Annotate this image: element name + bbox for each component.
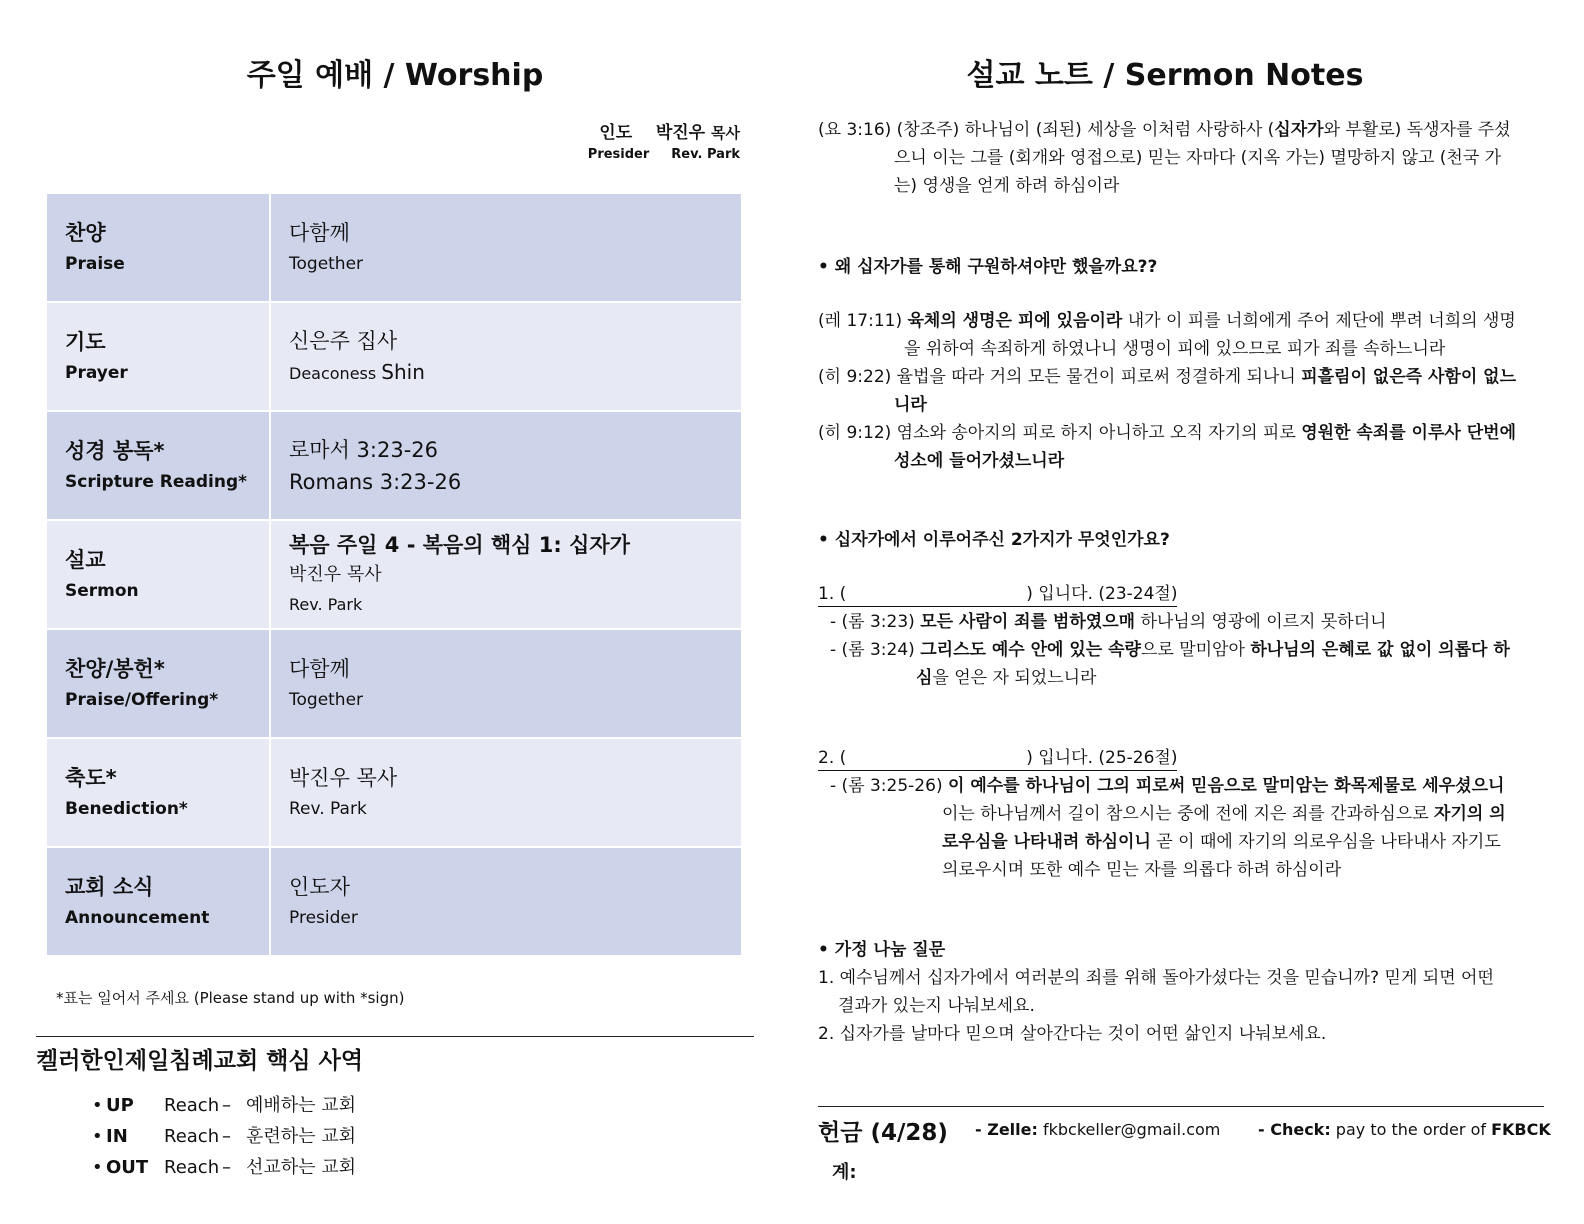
order-value bbox=[270, 302, 742, 411]
ministry-title: 켈러한인제일침례교회 핵심 사역 bbox=[36, 1048, 364, 1074]
value-line2: Together bbox=[289, 689, 364, 710]
value-line2: Romans 3:23-26 bbox=[289, 469, 462, 494]
presider-name-en: Rev. Park bbox=[671, 147, 740, 162]
question-3: • 가정 나눔 질문 bbox=[818, 940, 946, 960]
text: (요 3:16) (창조주) 하나님이 (죄된) 세상을 이처럼 사랑하사 ( bbox=[818, 120, 1275, 140]
presider-title-ko: 목사 bbox=[711, 124, 740, 142]
check-payee: FKBCK bbox=[1491, 1120, 1551, 1139]
verses-blood bbox=[818, 307, 1516, 475]
bullet-icon: • bbox=[92, 1157, 103, 1178]
ministry-reach: Reach bbox=[164, 1157, 220, 1178]
order-row-praise bbox=[46, 193, 742, 302]
ministry-key: OUT bbox=[106, 1157, 149, 1178]
zelle-label: - Zelle: bbox=[975, 1120, 1038, 1139]
text: (히 9:22) 율법을 따라 거의 모든 물건이 피로써 정결하게 되나니 bbox=[818, 367, 1302, 387]
point-1-blank-line bbox=[818, 582, 1177, 607]
value-line2: Rev. Park bbox=[289, 798, 367, 819]
text: 으니 이는 그를 (회개와 영접으로) 믿는 자마다 (지옥 가는) 멸망하지 않고 (천국 가 bbox=[894, 148, 1502, 168]
text-bold: 니라 bbox=[894, 395, 927, 415]
sermon-notes-title: 설교 노트 / Sermon Notes bbox=[966, 58, 1364, 93]
divider bbox=[36, 1036, 754, 1037]
ministry-key: UP bbox=[106, 1095, 134, 1116]
text-bold: 십자가 bbox=[1274, 120, 1324, 140]
order-value bbox=[270, 738, 742, 847]
item-en: Announcement bbox=[65, 907, 210, 928]
order-item bbox=[46, 302, 270, 411]
text: 의로우시며 또한 예수 믿는 자를 의롭다 하려 하심이라 bbox=[942, 860, 1342, 880]
offering-title: 헌금 (4/28) bbox=[818, 1120, 948, 1146]
text: 1. 예수님께서 십자가에서 여러분의 죄를 위해 돌아가셨다는 것을 믿습니까? 믿게 되면 어떤 bbox=[818, 968, 1494, 988]
order-value bbox=[270, 193, 742, 302]
value-line1: 신은주 집사 bbox=[289, 328, 398, 353]
item-ko: 성경 봉독* bbox=[65, 438, 165, 463]
value-line2: Presider bbox=[289, 907, 358, 928]
text: - (롬 3:24) bbox=[830, 640, 921, 660]
order-item bbox=[46, 520, 270, 629]
text: 내가 이 피를 너희에게 주어 제단에 뿌려 너희의 생명 bbox=[1122, 311, 1516, 331]
item-ko: 축도* bbox=[65, 765, 117, 790]
ministry-reach: Reach bbox=[164, 1126, 220, 1147]
presider-block bbox=[520, 118, 740, 162]
item-ko: 설교 bbox=[65, 547, 106, 572]
order-row-scripture bbox=[46, 411, 742, 520]
bullet-icon: • bbox=[92, 1095, 103, 1116]
text-bold: 심 bbox=[916, 668, 933, 688]
order-item bbox=[46, 738, 270, 847]
ministry-list bbox=[92, 1090, 356, 1183]
value-line2-b: Shin bbox=[381, 359, 425, 384]
text: 1. ( bbox=[818, 584, 847, 604]
text: ) 입니다. (23-24절) bbox=[1026, 584, 1178, 604]
item-ko: 기도 bbox=[65, 329, 106, 354]
text: ) 입니다. (25-26절) bbox=[1026, 748, 1178, 768]
item-en: Scripture Reading* bbox=[65, 471, 248, 492]
order-value bbox=[270, 629, 742, 738]
offering-zelle bbox=[975, 1120, 1220, 1139]
ministry-reach: Reach bbox=[164, 1095, 220, 1116]
presider-role-ko: 인도 bbox=[599, 123, 633, 143]
text: 을 얻은 자 되었느니라 bbox=[932, 668, 1097, 688]
text-bold: 육체의 생명은 피에 있음이라 bbox=[907, 311, 1123, 331]
text: (레 17:11) bbox=[818, 311, 908, 331]
ministry-desc: 예배하는 교회 bbox=[246, 1095, 357, 1116]
value-line1: 다함께 bbox=[289, 656, 350, 681]
order-item bbox=[46, 629, 270, 738]
text: 이는 하나님께서 길이 참으시는 중에 전에 지은 죄를 간과하심으로 bbox=[942, 804, 1435, 824]
text: 결과가 있는지 나눠보세요. bbox=[838, 996, 1035, 1016]
text: 2. ( bbox=[818, 748, 847, 768]
text-bold: 하나님의 은혜로 값 없이 의롭다 하 bbox=[1250, 640, 1510, 660]
value-line2 bbox=[289, 357, 741, 389]
divider bbox=[818, 1106, 1544, 1107]
item-en: Praise bbox=[65, 253, 125, 274]
value-line2: Together bbox=[289, 253, 364, 274]
question-2: • 십자가에서 이루어주신 2가지가 무엇인가요? bbox=[818, 530, 1170, 550]
bullet-icon: • bbox=[92, 1126, 103, 1147]
offering-check bbox=[1258, 1120, 1551, 1139]
text: 는) 영생을 얻게 하려 하심이라 bbox=[894, 176, 1120, 196]
text: - (롬 3:23) bbox=[830, 612, 921, 632]
item-en: Prayer bbox=[65, 362, 128, 383]
value-line3: Rev. Park bbox=[289, 594, 363, 614]
text-bold: 이 예수를 하나님이 그의 피로써 믿음으로 말미암는 화목제물로 세우셨으니 bbox=[947, 776, 1505, 796]
order-value bbox=[270, 520, 742, 629]
worship-title: 주일 예배 / Worship bbox=[246, 58, 544, 93]
order-row-benediction bbox=[46, 738, 742, 847]
sermon-title: 복음 주일 4 - 복음의 핵심 1: 십자가 bbox=[289, 532, 630, 557]
text: 와 부활로) 독생자를 주셨 bbox=[1323, 120, 1511, 140]
value-line2-a: Deaconess bbox=[289, 363, 382, 383]
ministry-desc: 훈련하는 교회 bbox=[246, 1126, 357, 1147]
ministry-item-in bbox=[92, 1121, 356, 1152]
value-line1: 인도자 bbox=[289, 874, 350, 899]
ministry-item-up bbox=[92, 1090, 356, 1121]
item-ko: 찬양 bbox=[65, 220, 106, 245]
text: 하나님의 영광에 이르지 못하더니 bbox=[1135, 612, 1387, 632]
presider-role-en: Presider bbox=[587, 147, 650, 162]
order-value bbox=[270, 411, 742, 520]
value-line2: 박진우 목사 bbox=[289, 563, 382, 585]
presider-name-ko: 박진우 bbox=[655, 123, 706, 143]
item-ko: 교회 소식 bbox=[65, 874, 154, 899]
ministry-dash: – bbox=[222, 1157, 231, 1178]
value-line1: 다함께 bbox=[289, 220, 350, 245]
order-item bbox=[46, 193, 270, 302]
ministry-desc: 선교하는 교회 bbox=[246, 1157, 357, 1178]
point-1 bbox=[818, 580, 1510, 692]
item-en: Benediction* bbox=[65, 798, 188, 819]
ministry-item-out bbox=[92, 1152, 356, 1183]
order-row-offering bbox=[46, 629, 742, 738]
text-bold: 영원한 속죄를 이루사 단번에 bbox=[1301, 423, 1517, 443]
ministry-key: IN bbox=[106, 1126, 128, 1147]
ministry-dash: – bbox=[222, 1095, 231, 1116]
text-bold: 자기의 의 bbox=[1434, 804, 1506, 824]
ministry-dash: – bbox=[222, 1126, 231, 1147]
text: 을 위하여 속죄하게 하였나니 생명이 피에 있으므로 피가 죄를 속하느니라 bbox=[904, 339, 1446, 359]
value-line1: 박진우 목사 bbox=[289, 765, 398, 790]
item-ko: 찬양/봉헌* bbox=[65, 656, 165, 681]
text: 곧 이 때에 자기의 의로우심을 나타내사 자기도 bbox=[1150, 832, 1501, 852]
question-1: • 왜 십자가를 통해 구원하셔야만 했을까요?? bbox=[818, 257, 1158, 277]
value-line1: 로마서 3:23-26 bbox=[289, 437, 438, 462]
text-bold: 그리스도 예수 안에 있는 속량 bbox=[920, 640, 1141, 660]
order-row-sermon bbox=[46, 520, 742, 629]
text-bold: 성소에 들어가셨느니라 bbox=[894, 451, 1065, 471]
text: (히 9:12) 염소와 송아지의 피로 하지 아니하고 오직 자기의 피로 bbox=[818, 423, 1302, 443]
stand-note: *표는 일어서 주세요 (Please stand up with *sign) bbox=[56, 989, 405, 1007]
item-en: Sermon bbox=[65, 580, 139, 601]
verse-john bbox=[818, 116, 1511, 200]
point-2-blank-line bbox=[818, 746, 1177, 771]
order-item bbox=[46, 411, 270, 520]
zelle-email: fkbckeller@gmail.com bbox=[1037, 1120, 1221, 1139]
text-bold: 피흘림이 없은즉 사함이 없느 bbox=[1301, 367, 1517, 387]
order-item bbox=[46, 847, 270, 956]
text: - (롬 3:25-26) bbox=[830, 776, 948, 796]
order-value bbox=[270, 847, 742, 956]
text-bold: 로우심을 나타내려 하심이니 bbox=[942, 832, 1151, 852]
order-row-prayer bbox=[46, 302, 742, 411]
order-row-announcement bbox=[46, 847, 742, 956]
check-label: - Check: bbox=[1258, 1120, 1331, 1139]
text-bold: 모든 사람이 죄를 범하였으매 bbox=[920, 612, 1136, 632]
home-questions bbox=[818, 964, 1494, 1048]
point-2 bbox=[818, 744, 1506, 884]
text: 으로 말미암아 bbox=[1140, 640, 1251, 660]
worship-order-table bbox=[45, 192, 743, 957]
text: 2. 십자가를 날마다 믿으며 살아간다는 것이 어떤 삶인지 나눠보세요. bbox=[818, 1024, 1327, 1044]
offering-total-label: 계: bbox=[832, 1162, 857, 1183]
check-text: pay to the order of bbox=[1330, 1120, 1492, 1139]
item-en: Praise/Offering* bbox=[65, 689, 219, 710]
